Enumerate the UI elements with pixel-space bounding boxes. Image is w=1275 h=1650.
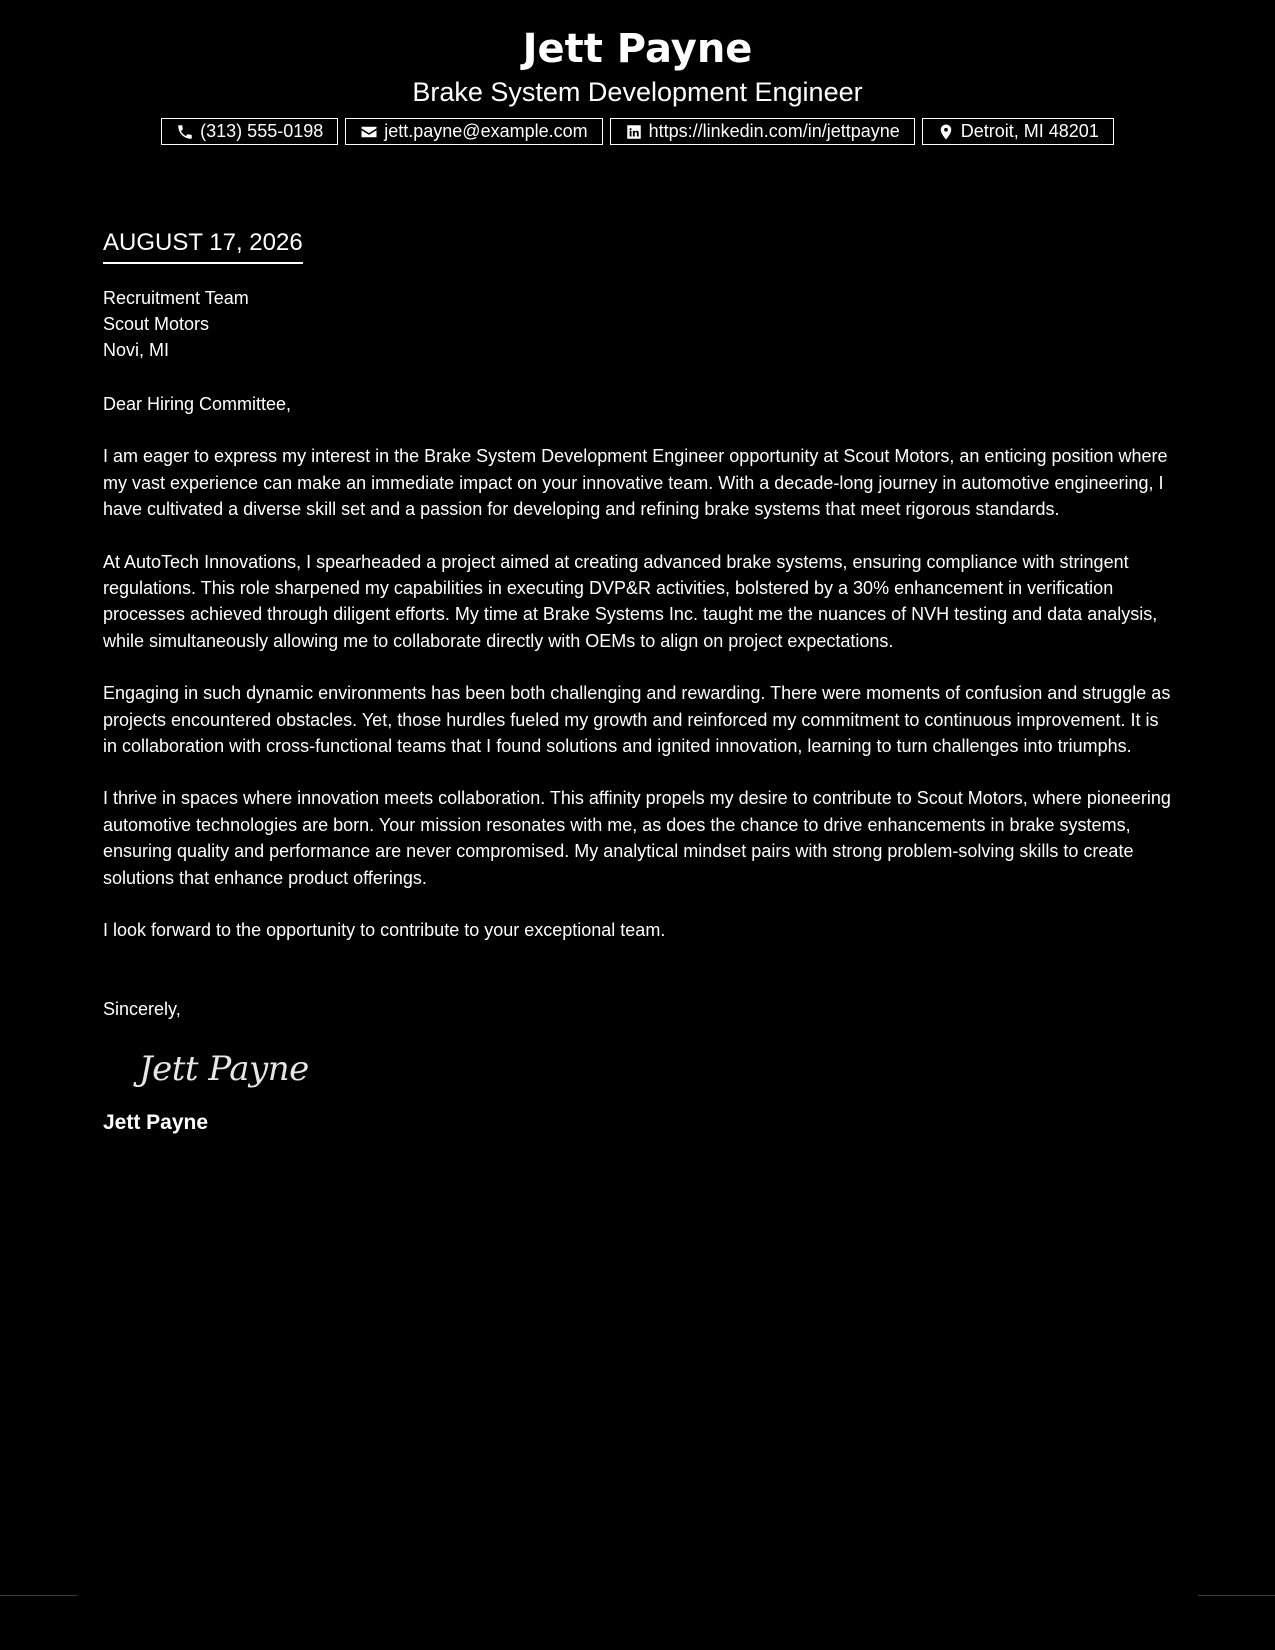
recipient-block: [103, 285, 1173, 363]
salutation: Dear Hiring Committee,: [103, 394, 292, 414]
location-text: Detroit, MI 48201: [960, 121, 1099, 141]
body-paragraph: I look forward to the opportunity to contribute to your exceptional team.: [103, 920, 666, 941]
job-title: Brake System Development Engineer: [412, 77, 863, 107]
phone-icon: [176, 123, 194, 141]
location-link[interactable]: [922, 118, 1114, 145]
email-text: jett.payne@example.com: [384, 121, 588, 141]
letter-body: [103, 228, 1173, 1137]
envelope-icon: [360, 123, 378, 141]
recipient-company: Scout Motors: [103, 314, 210, 334]
phone-text: (313) 555-0198: [200, 121, 324, 141]
linkedin-text: https://linkedin.com/in/jettpayne: [648, 121, 900, 141]
body-paragraph: I thrive in spaces where innovation meets collaboration. This affinity propels my desire to contribute to Scout Motors, where pioneering automotive technologies are born. Your mission resonates with me, as does the chance to drive enhancements in brake systems, ensuring quality and performance are never compromised. My analytical mindset pairs with strong problem-solving skills to create solutions that enhance product offerings.: [103, 788, 1171, 888]
letter-header: [0, 22, 1275, 145]
footer-divider-right: [1198, 1595, 1275, 1596]
contact-bar: [0, 118, 1275, 145]
body-paragraph: I am eager to express my interest in the Brake System Development Engineer opportunity at Scout Motors, an enticing position where my vast experience can make an immediate impact on your innovative team. With a decade-long journey in automotive engineering, I have cultivated a diverse skill set and a passion for developing and refining brake systems that meet rigorous standards.: [103, 446, 1168, 520]
handwritten-signature: Jett Payne: [139, 1048, 309, 1089]
closing: Sincerely,: [103, 998, 181, 1019]
recipient-location: Novi, MI: [103, 340, 170, 360]
map-marker-icon: [937, 123, 955, 141]
footer-divider-left: [0, 1595, 77, 1596]
linkedin-link[interactable]: [610, 118, 915, 145]
email-link[interactable]: [345, 118, 602, 145]
letter-date: AUGUST 17, 2026: [103, 228, 303, 264]
signed-name: Jett Payne: [103, 1111, 209, 1135]
body-paragraph: Engaging in such dynamic environments has been both challenging and rewarding. There were moments of confusion and struggle as projects encountered obstacles. Yet, those hurdles fueled my growth and reinforced my commitment to continuous improvement. It is in collaboration with cross-functional teams that I found solutions and ignited innovation, learning to turn challenges into triumphs.: [103, 683, 1171, 757]
body-paragraph: At AutoTech Innovations, I spearheaded a project aimed at creating advanced brake systems, ensuring compliance with stringent regulations. This role sharpened my capabilities in executing DVP&R activities, bolstered by a 30% enhancement in verification processes achieved through diligent efforts. My time at Brake Systems Inc. taught me the nuances of NVH testing and data analysis, while simultaneously allowing me to collaborate directly with OEMs to align on project expectations.: [103, 551, 1158, 651]
phone-link[interactable]: [161, 118, 338, 145]
recipient-line: Recruitment Team: [103, 288, 249, 308]
linkedin-icon: [625, 123, 643, 141]
applicant-name: Jett Payne: [522, 26, 753, 72]
